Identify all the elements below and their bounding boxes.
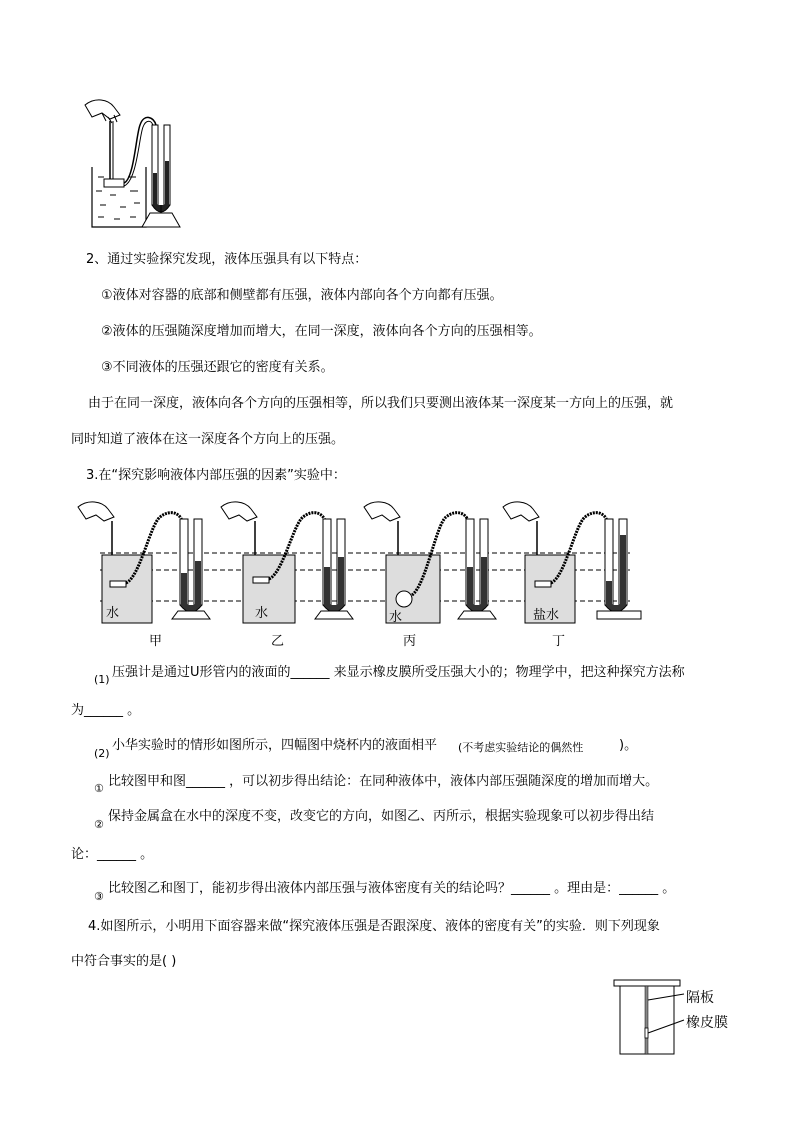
q3-c2-line-2: 论：______ 。 <box>71 847 154 862</box>
fig-ding-caption: 丁 <box>552 634 566 649</box>
q3-s1-number: (1) <box>94 673 110 686</box>
fig-jia-caption: 甲 <box>149 634 163 649</box>
sec2-heading: 2、通过实验探究发现，液体压强具有以下特点： <box>86 252 368 267</box>
q3-s2-line-a: 小华实验时的情形如图所示，四幅图中烧杯内的液面相平 <box>112 738 438 753</box>
top-manometer-figure <box>80 95 190 230</box>
fig-jia-liquid: 水 <box>106 606 120 621</box>
q3-s2-line-c: )。 <box>619 738 638 753</box>
q3-c3-number: ③ <box>94 890 104 903</box>
q3-s2-number: (2) <box>94 747 110 760</box>
sec2-point-3: ③不同液体的压强还跟它的密度有关系。 <box>101 360 334 375</box>
q4-label-membrane: 橡皮膜 <box>686 1015 728 1031</box>
panel-bing <box>364 502 496 623</box>
q3-heading: 3.在“探究影响液体内部压强的因素”实验中： <box>86 468 346 483</box>
fig-yi-liquid: 水 <box>255 606 269 621</box>
panel-yi <box>221 502 353 623</box>
q3-c2-number: ② <box>94 818 104 831</box>
panel-ding <box>503 502 641 623</box>
q3-s1-line-2: 为______ 。 <box>71 703 141 718</box>
q3-c3-text: 比较图乙和图丁，能初步得出液体内部压强与液体密度有关的结论吗？______ 。理由是：______ 。 <box>108 881 676 896</box>
q3-c1-number: ① <box>94 782 104 795</box>
q4-line-1: 4.如图所示，小明用下面容器来做“探究液体压强是否跟深度、液体的密度有关”的实验．则下列现象 <box>88 919 660 934</box>
q3-c1-text: 比较图甲和图______ ，可以初步得出结论：在同种液体中，液体内部压强随深度的增加而增大。 <box>108 774 659 789</box>
q3-figure-strip <box>70 495 640 650</box>
q4-label-partition: 隔板 <box>686 990 714 1006</box>
sec2-note-line-2: 同时知道了液体在这一深度各个方向上的压强。 <box>71 432 345 447</box>
q4-container-figure <box>612 978 682 1056</box>
q3-s2-line-b: (不考虑实验结论的偶然性 <box>458 741 584 754</box>
fig-ding-liquid: 盐水 <box>533 608 560 623</box>
q4-line-2: 中符合事实的是( ) <box>71 954 177 969</box>
fig-bing-caption: 丙 <box>403 634 417 649</box>
sec2-point-1: ①液体对容器的底部和侧壁都有压强，液体内部向各个方向都有压强。 <box>101 288 503 303</box>
fig-yi-caption: 乙 <box>271 634 285 649</box>
sec2-note-line-1: 由于在同一深度，液体向各个方向的压强相等，所以我们只要测出液体某一深度某一方向上的压强，就 <box>88 396 674 411</box>
q3-s1-line-1: 压强计是通过U形管内的液面的______ 来显示橡皮膜所受压强大小的；物理学中，把这种探究方法称 <box>112 665 685 680</box>
q3-c2-line-1: 保持金属盒在水中的深度不变，改变它的方向，如图乙、丙所示，根据实验现象可以初步得出结 <box>108 809 655 824</box>
fig-bing-liquid: 水 <box>389 610 403 625</box>
panel-jia <box>78 502 210 623</box>
sec2-point-2: ②液体的压强随深度增加而增大，在同一深度，液体向各个方向的压强相等。 <box>101 324 542 339</box>
